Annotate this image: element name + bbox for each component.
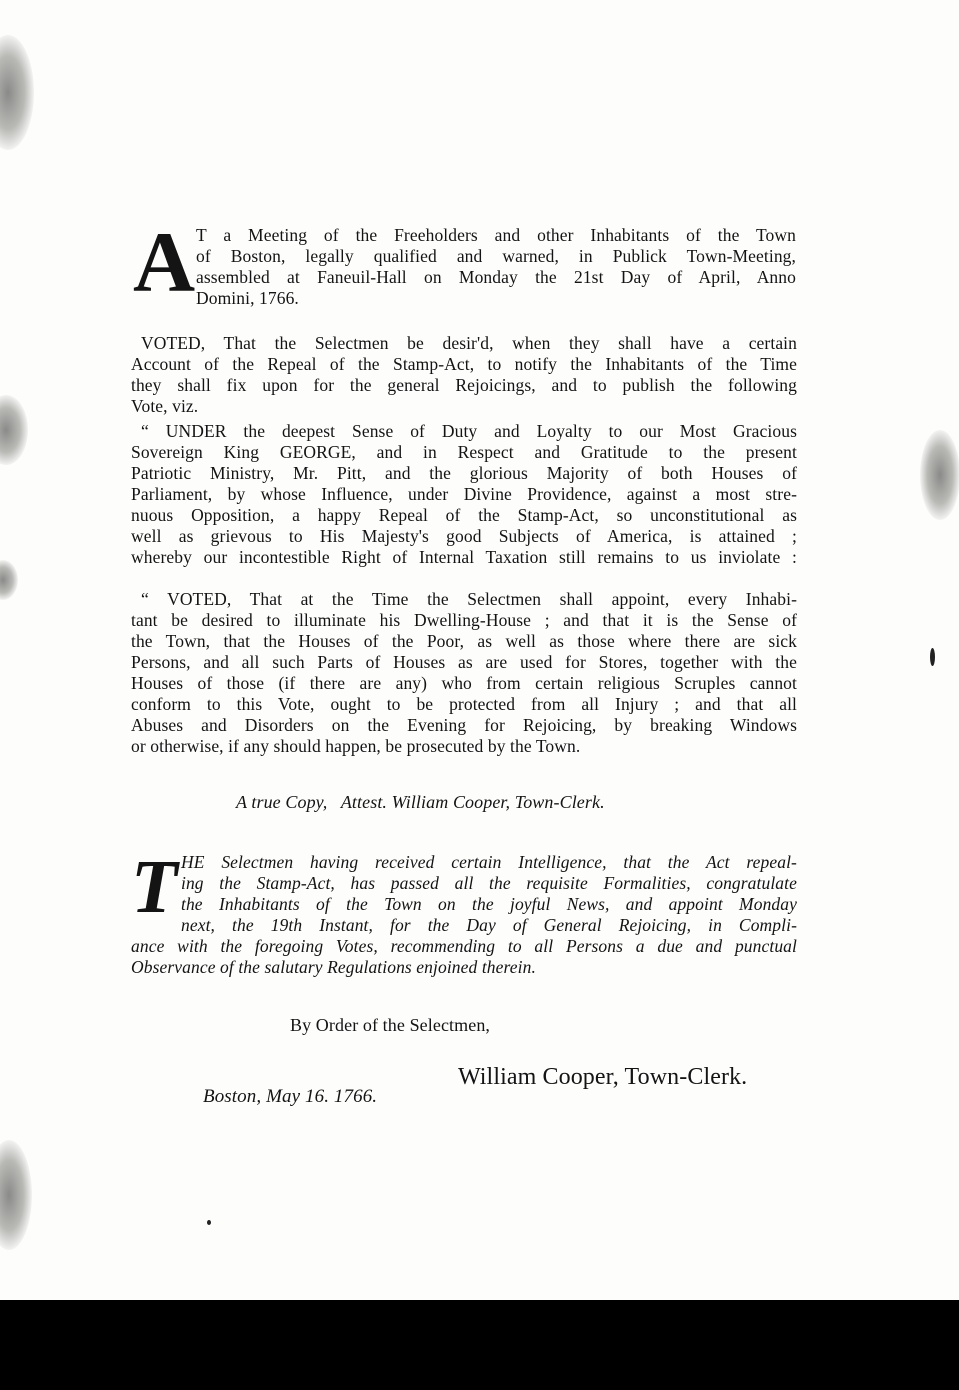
text-line: “ VOTED, That at the Time the Selectmen shall appoint, every Inhabi- (141, 589, 797, 609)
text-line: Patriotic Ministry, Mr. Pitt, and the glorious Majority of both Houses of (131, 463, 797, 483)
text-line: Parliament, by whose Influence, under Divine Providence, against a most stre- (131, 484, 797, 504)
text-line: they shall fix upon for the general Rejoicings, and to publish the following (131, 375, 797, 395)
text-line: ance with the foregoing Votes, recommending to all Persons a due and punctual (131, 936, 797, 956)
text-line: the Town, that the Houses of the Poor, as well as those where there are sick (131, 631, 797, 651)
paper-stain (0, 560, 18, 600)
text-line: Persons, and all such Parts of Houses as are used for Stores, together with the (131, 652, 797, 672)
paper-stain (0, 395, 28, 465)
text-line: HE Selectmen having received certain Intelligence, that the Act repeal- (181, 852, 797, 872)
text-line: Houses of those (if there are any) who from certain religious Scruples cannot (131, 673, 797, 693)
text-line: VOTED, That the Selectmen be desir'd, when they shall have a certain (141, 333, 797, 353)
by-order-line: By Order of the Selectmen, (290, 1015, 491, 1035)
text-line: of Boston, legally qualified and warned, in Publick Town-Meeting, (196, 246, 796, 266)
text-line: Observance of the salutary Regulations enjoined therein. (131, 957, 536, 977)
signature-name: William Cooper, Town-Clerk. (458, 1064, 748, 1090)
text-line: “ UNDER the deepest Sense of Duty and Loyalty to our Most Gracious (141, 421, 797, 441)
text-line: ing the Stamp-Act, has passed all the requisite Formalities, congratulate (181, 873, 797, 893)
text-line: Vote, viz. (131, 396, 199, 416)
text-line: well as grievous to His Majesty's good Subjects of America, is attained ; (131, 526, 797, 546)
text-line: T a Meeting of the Freeholders and other Inhabitants of the Town (196, 225, 796, 245)
ink-speck (930, 648, 935, 666)
text-line: nuous Opposition, a happy Repeal of the Stamp-Act, so unconstitutional as (131, 505, 797, 525)
text-line: or otherwise, if any should happen, be prosecuted by the Town. (131, 736, 581, 756)
text-line: Sovereign King GEORGE, and in Respect and Gratitude to the present (131, 442, 797, 462)
text-line: next, the 19th Instant, for the Day of General Rejoicing, in Compli- (181, 915, 797, 935)
black-footer-strip (0, 1300, 959, 1390)
voted-paragraph-2 (131, 589, 797, 757)
text-line: Domini, 1766. (196, 288, 299, 308)
text-line: Account of the Repeal of the Stamp-Act, to notify the Inhabitants of the Time (131, 354, 797, 374)
ink-speck (207, 1220, 211, 1225)
place-date: Boston, May 16. 1766. (203, 1086, 378, 1107)
meeting-paragraph (196, 225, 796, 309)
voted-paragraph-1 (131, 333, 797, 417)
text-line: conform to this Vote, ought to be protected from all Injury ; and that all (131, 694, 797, 714)
text-line: the Inhabitants of the Town on the joyful News, and appoint Monday (181, 894, 797, 914)
paper-stain (920, 430, 959, 520)
text-line: assembled at Faneuil-Hall on Monday the 21st Day of April, Anno (196, 267, 796, 287)
drop-cap-t: T (131, 845, 178, 929)
selectmen-notice-paragraph (131, 845, 797, 978)
text-line: whereby our incontestible Right of Internal Taxation still remains to us inviolate : (131, 547, 797, 567)
attestation: A true Copy, Attest. William Cooper, Town-Clerk. (236, 792, 605, 812)
paper-stain (0, 35, 34, 150)
text-line: tant be desired to illuminate his Dwelling-House ; and that it is the Sense of (131, 610, 797, 630)
paper-stain (0, 1140, 32, 1250)
drop-cap-a: A (133, 214, 196, 310)
text-line: Abuses and Disorders on the Evening for Rejoicing, by breaking Windows (131, 715, 797, 735)
under-paragraph (131, 421, 797, 568)
